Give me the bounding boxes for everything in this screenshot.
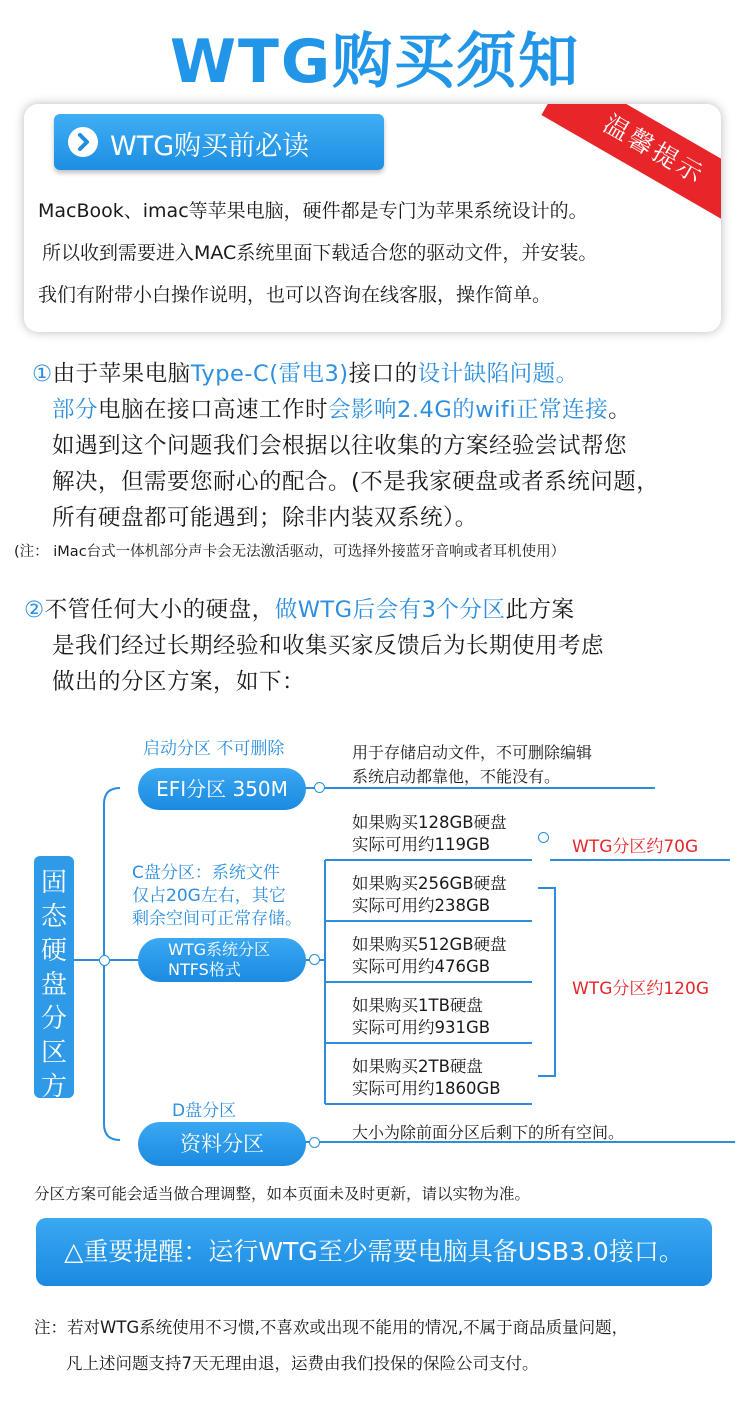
case-line: 实际可用约931GB [352,1018,491,1037]
efi-desc-1: 用于存储启动文件，不可删除编辑 [352,743,593,762]
para2-highlight: 做WTG后会有3个分区 [274,597,506,623]
wtg-partition-pill [138,938,306,982]
wtg-70g-label: WTG分区约70G [572,837,699,857]
notice-header-label: WTG购买前必读 [110,131,310,162]
c-caption [132,862,302,931]
efi-desc-2: 系统启动都靠他，不能没有。 [352,767,561,786]
footer-line-2: 凡上述问题支持7天无理由退，运费由我们投保的保险公司支付。 [66,1354,539,1373]
para1-text: 接口的 [348,361,418,387]
para1-line-3: 如遇到这个问题我们会根据以往收集的方案经验尝试帮您 [52,433,628,459]
notice-line-3: 我们有附带小白操作说明，也可以咨询在线客服，操作简单。 [38,284,552,306]
data-partition-pill: 资料分区 [138,1122,306,1166]
efi-caption: 启动分区 不可删除 [143,739,285,759]
para1-highlight: 设计缺陷问题。 [417,361,579,387]
wtg-label-1: WTG系统分区 [168,940,270,959]
c-caption-line-3: 剩余空间可正常存储。 [132,909,302,929]
para1-line-4: 解决，但需要您耐心的配合。(不是我家硬盘或者系统问题， [52,469,660,495]
efi-dot [314,782,325,793]
case-line: 如果购买2TB硬盘 [352,1057,483,1076]
notice-line-1: MacBook、imac等苹果电脑，硬件都是专门为苹果系统设计的。 [38,200,588,222]
data-dot [309,1137,320,1148]
case-line: 实际可用约119GB [352,835,491,854]
case-128 [352,812,507,856]
case-line: 如果购买256GB硬盘 [352,874,507,893]
page-title: WTG购买须知 [169,27,581,97]
para2-text: 不管任何大小的硬盘， [44,597,275,623]
para1-text: 由于苹果电脑 [52,361,191,387]
circled-number-2: ② [24,597,45,623]
footer-line-1: 注：若对WTG系统使用不习惯,不喜欢或出现不能用的情况,不属于商品质量问题， [34,1318,629,1337]
case-1tb [352,995,490,1039]
case-256 [352,873,507,917]
case-line: 如果购买128GB硬盘 [352,813,507,832]
para1-text: 电脑在接口高速工作时 [98,397,329,423]
d-caption: D盘分区 [172,1101,237,1121]
c-caption-line-2: 仅占20G左右，其它 [132,886,286,906]
para1-text: 。 [608,397,632,423]
circled-number-1: ① [32,361,53,387]
c-caption-line-1: C盘分区：系统文件 [132,863,280,883]
para1-highlight: 部分 [52,397,99,423]
usb-alert-banner: △重要提醒：运行WTG至少需要电脑具备USB3.0接口。 [36,1218,712,1286]
diagram-root-label: 固态硬盘分区方案 [34,856,74,1098]
para2-text: 此方案 [505,597,575,623]
efi-partition-pill: EFI分区 350M [138,768,306,810]
junction-dot [99,955,110,966]
disclaimer: 分区方案可能会适当做合理调整，如本页面未及时更新，请以实物为准。 [34,1185,531,1203]
para1-highlight: Type-C(雷电3) [190,361,349,387]
wtg-dot [309,954,320,965]
para1-highlight: 会影响2.4G的wifi正常连接 [328,397,609,423]
case-128-dot [538,832,549,843]
case-line: 如果购买1TB硬盘 [352,996,483,1015]
imac-note: (注： iMac台式一体机部分声卡会无法激活驱动，可选择外接蓝牙音响或者耳机使用） [14,544,566,560]
para1-line-5: 所有硬盘都可能遇到；除非内装双系统）。 [52,505,478,531]
para2-line-2: 是我们经过长期经验和收集买家反馈后为长期使用考虑 [52,633,605,659]
para2-line-3: 做出的分区方案，如下： [52,669,306,695]
case-line: 如果购买512GB硬盘 [352,935,507,954]
case-line: 实际可用约1860GB [352,1079,501,1098]
data-desc: 大小为除前面分区后剩下的所有空间。 [352,1123,625,1142]
wtg-120g-label: WTG分区约120G [572,979,709,999]
case-line: 实际可用约476GB [352,957,491,976]
notice-line-2: 所以收到需要进入MAC系统里面下载适合您的驱动文件，并安装。 [42,242,598,264]
case-2tb [352,1056,501,1100]
wtg-label-2: NTFS格式 [168,960,241,979]
warm-tip-ribbon: 温馨提示 [541,104,721,230]
case-512 [352,934,507,978]
case-line: 实际可用约238GB [352,896,491,915]
